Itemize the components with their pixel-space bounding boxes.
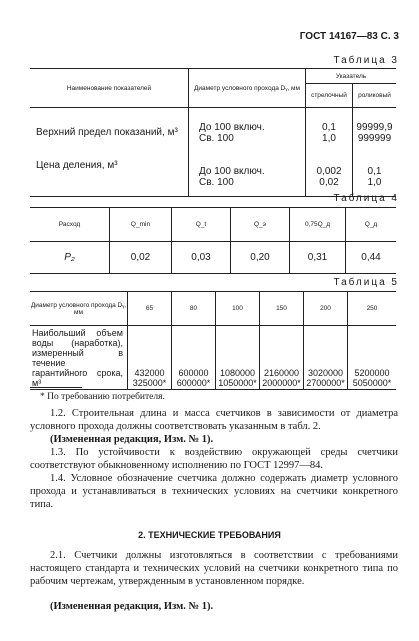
- t3-row1-d1: До 100 включ.: [199, 122, 265, 133]
- page-header: ГОСТ 14167—83 С. 3: [299, 31, 399, 42]
- table-5: [30, 291, 396, 390]
- paragraph-2-1: 2.1. Счетчики должны изготовляться в соответствии с требованиями настоящего стандарта и технических условий на счетчики конкретного типа по рабочим чертежам, утвержденным в установленном порядке.: [30, 550, 398, 587]
- t4-h-qt: Q_t: [172, 208, 231, 242]
- t3-row1-name: Верхний предел показаний, м³: [30, 108, 189, 159]
- t3-row1-a1: 0,1: [322, 122, 336, 133]
- section-heading: 2. ТЕХНИЧЕСКИЕ ТРЕБОВАНИЯ: [138, 530, 281, 540]
- table4-caption: Таблица 4: [333, 193, 399, 204]
- table3-caption: Таблица 3: [333, 55, 399, 66]
- t5-v2-2: 1050000*: [218, 378, 257, 388]
- t3-row2-name: Цена деления, м³: [30, 158, 189, 197]
- t5-v1-2: 1080000: [219, 368, 256, 378]
- t4-h-qe: Q_э: [231, 208, 290, 242]
- paragraph-1-2: 1.2. Строительная длина и масса счетчиков в зависимости от диаметра условного прохода должны соответствовать указанным в табл. 2.: [30, 408, 398, 432]
- paragraph-1-4: 1.4. Условное обозначение счетчика должно содержать диаметр условного прохода и устанавливаться в технических условиях на счетчики конкретного типа.: [30, 473, 398, 510]
- t3-row1-a2: 1,0: [322, 133, 336, 144]
- t3-col-indicator: Указатель: [306, 69, 397, 84]
- table-4: [30, 207, 396, 274]
- amendment-note-2: (Измененная редакция, Изм. № 1).: [50, 601, 214, 612]
- table-3: [30, 68, 396, 197]
- t3-row1-r2: 999999: [357, 133, 392, 144]
- t5-v1-5: 5200000: [354, 368, 390, 378]
- t3-col-arrow: стрелочный: [306, 84, 353, 108]
- t5-v1-1: 600000: [178, 368, 209, 378]
- t3-row2-d2: Св. 100: [199, 177, 234, 188]
- t4-h-flow: Расход: [30, 208, 110, 242]
- t3-row1-r1: 99999,9: [356, 122, 393, 133]
- t5-v1-4: 3020000: [307, 368, 344, 378]
- t3-row2-a1: 0,002: [316, 166, 342, 177]
- t3-row2-a2: 0,02: [319, 177, 339, 188]
- t5-col-diam: Диаметр условного прохода Dᵧ, мм: [30, 292, 128, 326]
- t5-d1: 80: [172, 292, 216, 326]
- t4-c5: 0,44: [361, 252, 381, 263]
- t4-c1: 0,02: [110, 242, 172, 274]
- t5-d0: 65: [128, 292, 172, 326]
- t5-v1-0: 432000: [134, 368, 165, 378]
- t4-h-qd: Q_д: [346, 208, 397, 242]
- t5-v2-4: 2700000*: [306, 378, 345, 388]
- t5-d2: 100: [216, 292, 260, 326]
- t3-row2-r2: 1,0: [367, 177, 382, 188]
- amendment-note-1: (Измененная редакция, Изм. № 1).: [50, 434, 214, 445]
- footnote: * По требованию потребителя.: [40, 392, 165, 402]
- t5-v2-0: 325000*: [132, 378, 167, 388]
- t5-d4: 200: [304, 292, 348, 326]
- t3-col-roller: роликовый: [353, 84, 397, 108]
- t3-col-diam: Диаметр условного прохода Dᵧ, мм: [189, 69, 306, 108]
- t4-c4: 0,31: [290, 242, 346, 274]
- table-row: [30, 242, 396, 274]
- table-row: [30, 158, 396, 197]
- t3-row1-d2: Св. 100: [199, 133, 234, 144]
- t4-h-qmin: Q_min: [110, 208, 172, 242]
- paragraph-1-3: 1.3. По устойчивости к воздействию окружающей среды счетчики соответствуют обыкновенному исполнению по ГОСТ 12997—84.: [30, 447, 398, 471]
- t4-h-075qd: 0,75Q_д: [290, 208, 346, 242]
- t4-c2: 0,03: [172, 242, 231, 274]
- t5-d5: 250: [348, 292, 397, 326]
- t3-row2-r1: 0,1: [367, 166, 382, 177]
- t5-v2-1: 600000*: [176, 378, 211, 388]
- table5-caption: Таблица 5: [333, 277, 399, 288]
- t4-c3: 0,20: [231, 242, 290, 274]
- t5-v2-3: 2000000*: [262, 378, 301, 388]
- footnote-rule: [30, 387, 82, 388]
- table-row: [30, 108, 396, 159]
- t5-row-label: Наибольший объем воды (наработка), измеренный в течение гарантийного срока, м³: [30, 326, 128, 390]
- t5-v2-5: 5050000*: [352, 378, 392, 388]
- table-row: [30, 326, 396, 390]
- t3-row2-d1: До 100 включ.: [199, 166, 265, 177]
- t5-d3: 150: [260, 292, 304, 326]
- t5-v1-3: 2160000: [263, 368, 300, 378]
- t3-col-name: Наименование показателей: [30, 69, 189, 108]
- t4-c0: P₂: [30, 242, 110, 274]
